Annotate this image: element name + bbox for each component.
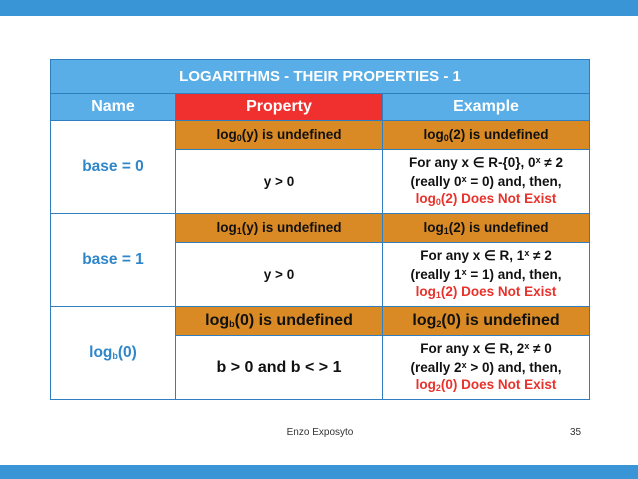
example-line-2: (really $1^x = 1$) and, then, — [410, 267, 562, 282]
property-top-base-0: $\log_0(y)$ is undefined — [176, 121, 383, 150]
example-bottom-base-0 — [383, 150, 590, 214]
example-top-base-1: $\log_1(2)$ is undefined — [383, 214, 590, 243]
property-bottom-log-b-0: b > 0 and b < > 1 — [176, 336, 383, 400]
example-line-3: $\log_1(2)$ Does Not Exist — [415, 284, 557, 300]
header-property: Property — [176, 94, 383, 121]
row-name-base-1: base = 1 — [51, 214, 176, 307]
example-bottom-log-b-0 — [383, 336, 590, 400]
row-name-log-b-0: $\log_b(0)$ — [51, 307, 176, 400]
example-line-3: $\log_2(0)$ Does Not Exist — [415, 377, 557, 393]
example-line-1: For any x ∈ R-{0}, $0^x \ne 2$ — [409, 155, 564, 170]
footer-author: Enzo Exposyto — [286, 427, 354, 438]
example-line-2: (really $2^x > 0$) and, then, — [410, 360, 562, 375]
top-frame-bar — [0, 0, 638, 16]
property-bottom-base-1: y > 0 — [176, 243, 383, 307]
example-line-2: (really $0^x = 0$) and, then, — [410, 174, 562, 189]
bottom-frame-bar — [0, 465, 638, 479]
property-top-base-1: $\log_1(y)$ is undefined — [176, 214, 383, 243]
example-top-base-0: $\log_0(2)$ is undefined — [383, 121, 590, 150]
example-top-log-b-0: $\log_2(0)$ is undefined — [383, 307, 590, 336]
example-bottom-base-1 — [383, 243, 590, 307]
property-bottom-base-0: y > 0 — [176, 150, 383, 214]
page-number: 35 — [570, 427, 582, 438]
example-line-1: For any x ∈ R, $1^x \ne 2$ — [420, 248, 552, 263]
table-title: LOGARITHMS - THEIR PROPERTIES - 1 — [51, 60, 590, 94]
row-name-base-0: base = 0 — [51, 121, 176, 214]
example-line-1: For any x ∈ R, $2^x \ne 0$ — [420, 341, 552, 356]
logarithm-properties-table — [50, 59, 590, 400]
example-line-3: $\log_0(2)$ Does Not Exist — [415, 191, 557, 207]
header-name: Name — [51, 94, 176, 121]
property-top-log-b-0: $\log_b(0)$ is undefined — [176, 307, 383, 336]
header-example: Example — [383, 94, 590, 121]
